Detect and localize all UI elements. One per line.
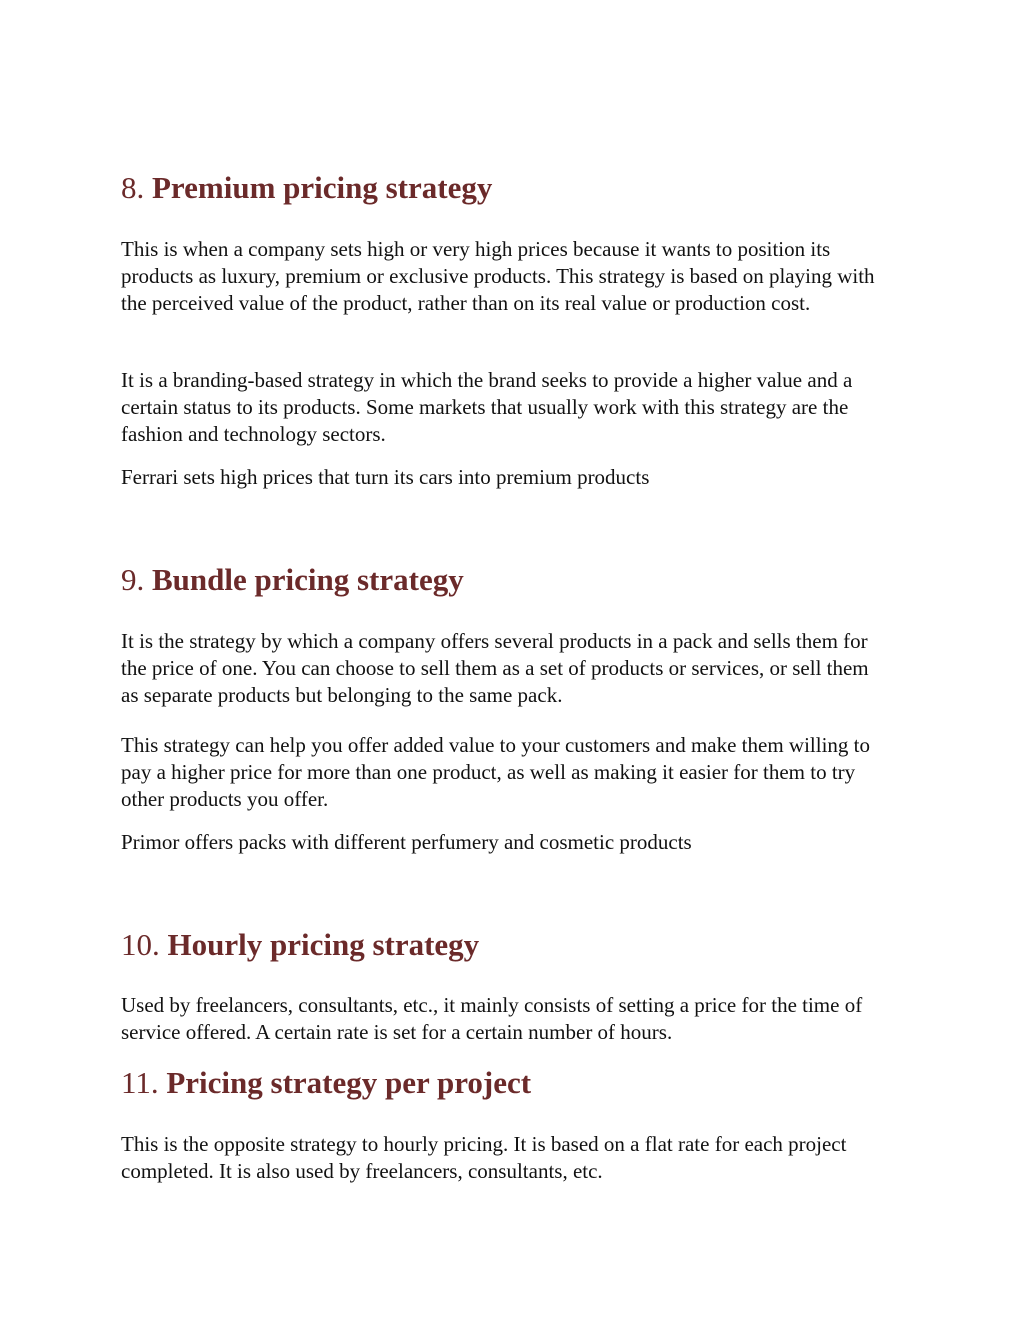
section-hourly-pricing — [121, 927, 911, 963]
section-title: Premium pricing strategy — [152, 170, 493, 205]
paragraph: It is a branding-based strategy in which the brand seeks to provide a higher value and a certain status to its products. Some markets that usually work with this strategy are the fashion and technology sectors. — [121, 368, 853, 446]
section-number: 11. — [121, 1065, 159, 1100]
section-heading — [121, 1065, 911, 1101]
section-per-project-pricing — [121, 1065, 911, 1101]
section-number: 8. — [121, 170, 145, 205]
section-heading — [121, 170, 911, 206]
paragraph: It is the strategy by which a company offers several products in a pack and sells them for the price of one. You can choose to sell them as a set of products or services, or sell them as separate products but belonging to the same pack. — [121, 629, 869, 707]
section-number: 10. — [121, 927, 160, 962]
section-number: 9. — [121, 562, 145, 597]
section-heading — [121, 562, 911, 598]
section-title: Hourly pricing strategy — [167, 927, 480, 962]
section-title: Pricing strategy per project — [166, 1065, 532, 1100]
section-heading — [121, 927, 911, 963]
paragraph: Ferrari sets high prices that turn its cars into premium products — [121, 465, 650, 489]
paragraph: Primor offers packs with different perfumery and cosmetic products — [121, 830, 692, 854]
paragraph: Used by freelancers, consultants, etc., it mainly consists of setting a price for the time of service offered. A certain rate is set for a certain number of hours. — [121, 993, 863, 1044]
section-bundle-pricing — [121, 562, 911, 598]
paragraph: This is when a company sets high or very high prices because it wants to position its products as luxury, premium or exclusive products. This strategy is based on playing with the perceived value of the product, rather than on its real value or production cost. — [121, 237, 875, 315]
section-title: Bundle pricing strategy — [152, 562, 464, 597]
section-premium-pricing — [121, 170, 911, 206]
paragraph: This is the opposite strategy to hourly pricing. It is based on a flat rate for each project completed. It is also used by freelancers, consultants, etc. — [121, 1132, 847, 1183]
paragraph: This strategy can help you offer added value to your customers and make them willing to pay a higher price for more than one product, as well as making it easier for them to try other products you offer. — [121, 733, 870, 811]
